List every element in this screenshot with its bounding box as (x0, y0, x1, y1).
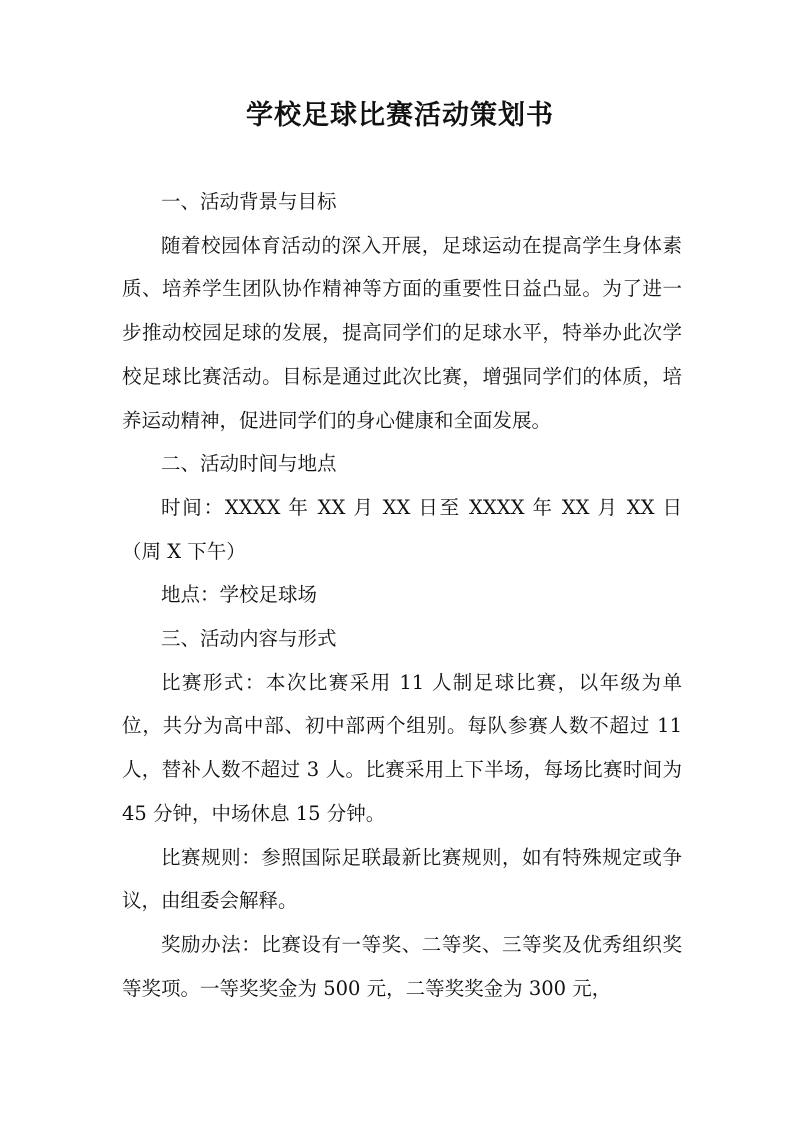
section-heading-content-format: 三、活动内容与形式 (161, 627, 337, 651)
paragraph-match-format: 比赛形式：本次比赛采用 11 人制足球比赛，以年级为单位，共分为高中部、初中部两个组别。每队参赛人数不超过 11 人，替补人数不超过 3 人。比赛采用上下半场，每场比赛时间为 45 分钟，中场休息 15 分钟。 (122, 670, 682, 825)
paragraph-background: 随着校园体育活动的深入开展，足球运动在提高学生身体素质、培养学生团队协作精神等方面的重要性日益凸显。为了进一步推动校园足球的发展，提高同学们的足球水平，特举办此次学校足球比赛活动。目标是通过此次比赛，增强同学们的体质，培养运动精神，促进同学们的身心健康和全面发展。 (122, 233, 682, 432)
paragraph-place: 地点：学校足球场 (161, 583, 318, 607)
paragraph-awards: 奖励办法：比赛设有一等奖、二等奖、三等奖及优秀组织奖等奖项。一等奖奖金为 500 元，二等奖奖金为 300 元， (122, 932, 682, 1000)
paragraph-time: 时间：XXXX 年 XX 月 XX 日至 XXXX 年 XX 月 XX 日（周 X 下午） (122, 495, 682, 563)
document-title: 学校足球比赛活动策划书 (246, 100, 554, 131)
document-body (122, 180, 682, 1010)
paragraph-match-rules: 比赛规则：参照国际足联最新比赛规则，如有特殊规定或争议，由组委会解释。 (122, 845, 682, 913)
section-heading-time-place: 二、活动时间与地点 (161, 452, 337, 476)
section-heading-background: 一、活动背景与目标 (161, 190, 337, 213)
